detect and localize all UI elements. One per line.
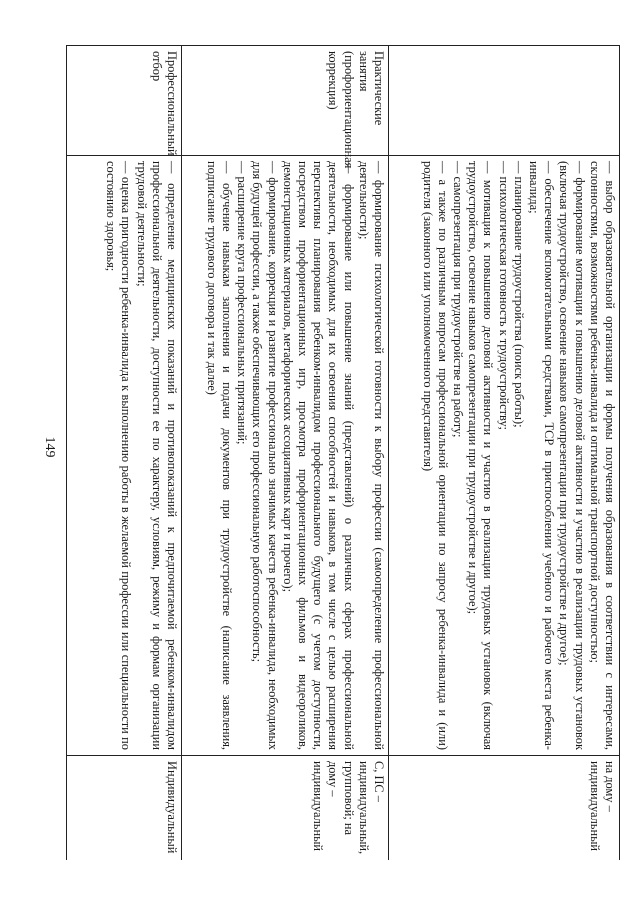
list-item: — мотивация к повышению деловой активности и участию в реализации трудовых установок (включая трудоустройство, освоение навыков самопрезентации при трудоустройстве и другое); (466, 161, 496, 750)
method-cell: Практические занятия (профориентационная коррекция) (182, 46, 389, 156)
list-item: — оценка пригодности ребенка-инвалида к выполнению работы в желаемой профессии или специальности по состоянию здоровья; (104, 161, 134, 750)
rotated-page (60, 45, 620, 860)
list-item: — формирование, коррекция и развитие профессионально значимых качеств ребенка-инвалида, необходимых для будущей профессии, а также обеспечивающих его профессиональную работоспособность; (250, 161, 280, 750)
list-item: — самопрезентация при трудоустройстве на работу; (450, 161, 465, 438)
table-row (389, 46, 620, 861)
form-cell: на дому – индивидуальный (389, 756, 620, 861)
list-item: — формирование или повышение знаний (представлений) о различных сферах профессиональной деятельности, необходимых для их освоения способностей и навыков, в том числе с целью расширения перспективы планирования ребенком-инвалидом профессионального будущего (с учетом доступности, посредством профориентационных игр, просмотра профориентационных фильмов и видеороликов, демонстрационных материалов, метафорических ассоциативных карт и прочего); (280, 161, 356, 750)
content-cell (67, 156, 182, 756)
method-cell (389, 46, 620, 156)
table-row (67, 46, 182, 861)
method-cell: Профессиональный отбор (67, 46, 182, 156)
form-cell: Индивидуальный (67, 756, 182, 861)
list-item: — формирование психологической готовности к выбору профессии (самоопределение профессиональной деятельности); (356, 161, 386, 750)
content-cell (182, 156, 389, 756)
table-row (182, 46, 389, 861)
page-number: 149 (42, 436, 57, 458)
table-viewport (60, 45, 620, 860)
list-item: — психологическая готовность к трудоустройству; (496, 161, 511, 430)
form-cell: С, ПС – индивидуальный, групповой; на дому – индивидуальный (182, 756, 389, 861)
list-item: — расширение круга профессиональных притязаний; (235, 161, 250, 445)
list-item: — определение медицинских показаний и противопоказаний к предпочитаемой ребенком-инвалидом профессиональной деятельности, доступности ее по характеру, условиям, режиму и формам организации трудовой деятельности; (134, 161, 179, 750)
list-item: — а также по различным вопросам профессиональной ориентации по запросу ребенка-инвалида и (или) родителя (законного или уполномоченного представителя) (420, 161, 450, 750)
list-item: — обеспечение вспомогательными средствами, ТСР в приспособлении учебного и рабочего места ребенка-инвалида; (526, 161, 557, 750)
list-item: — обучение навыкам заполнения и подачи документов при трудоустройстве (написание заявления, подписание трудового договора и так далее) (204, 161, 234, 750)
content-cell (389, 156, 620, 756)
list-item: — формирование мотивации к повышению деловой активности и участию в реализации трудовых установок (включая трудоустройство, освоение навыков самопрезентации при трудоустройстве и другое); (557, 161, 587, 750)
rehabilitation-table (66, 45, 620, 860)
list-item: — выбор образовательной организации и формы получения образования в соответствии с интересами, склонностями, возможностями ребенка-инвалида и оптимальной транспортной доступностью; (587, 161, 617, 750)
list-item: — планирование трудоустройства (поиск работы); (511, 161, 526, 428)
